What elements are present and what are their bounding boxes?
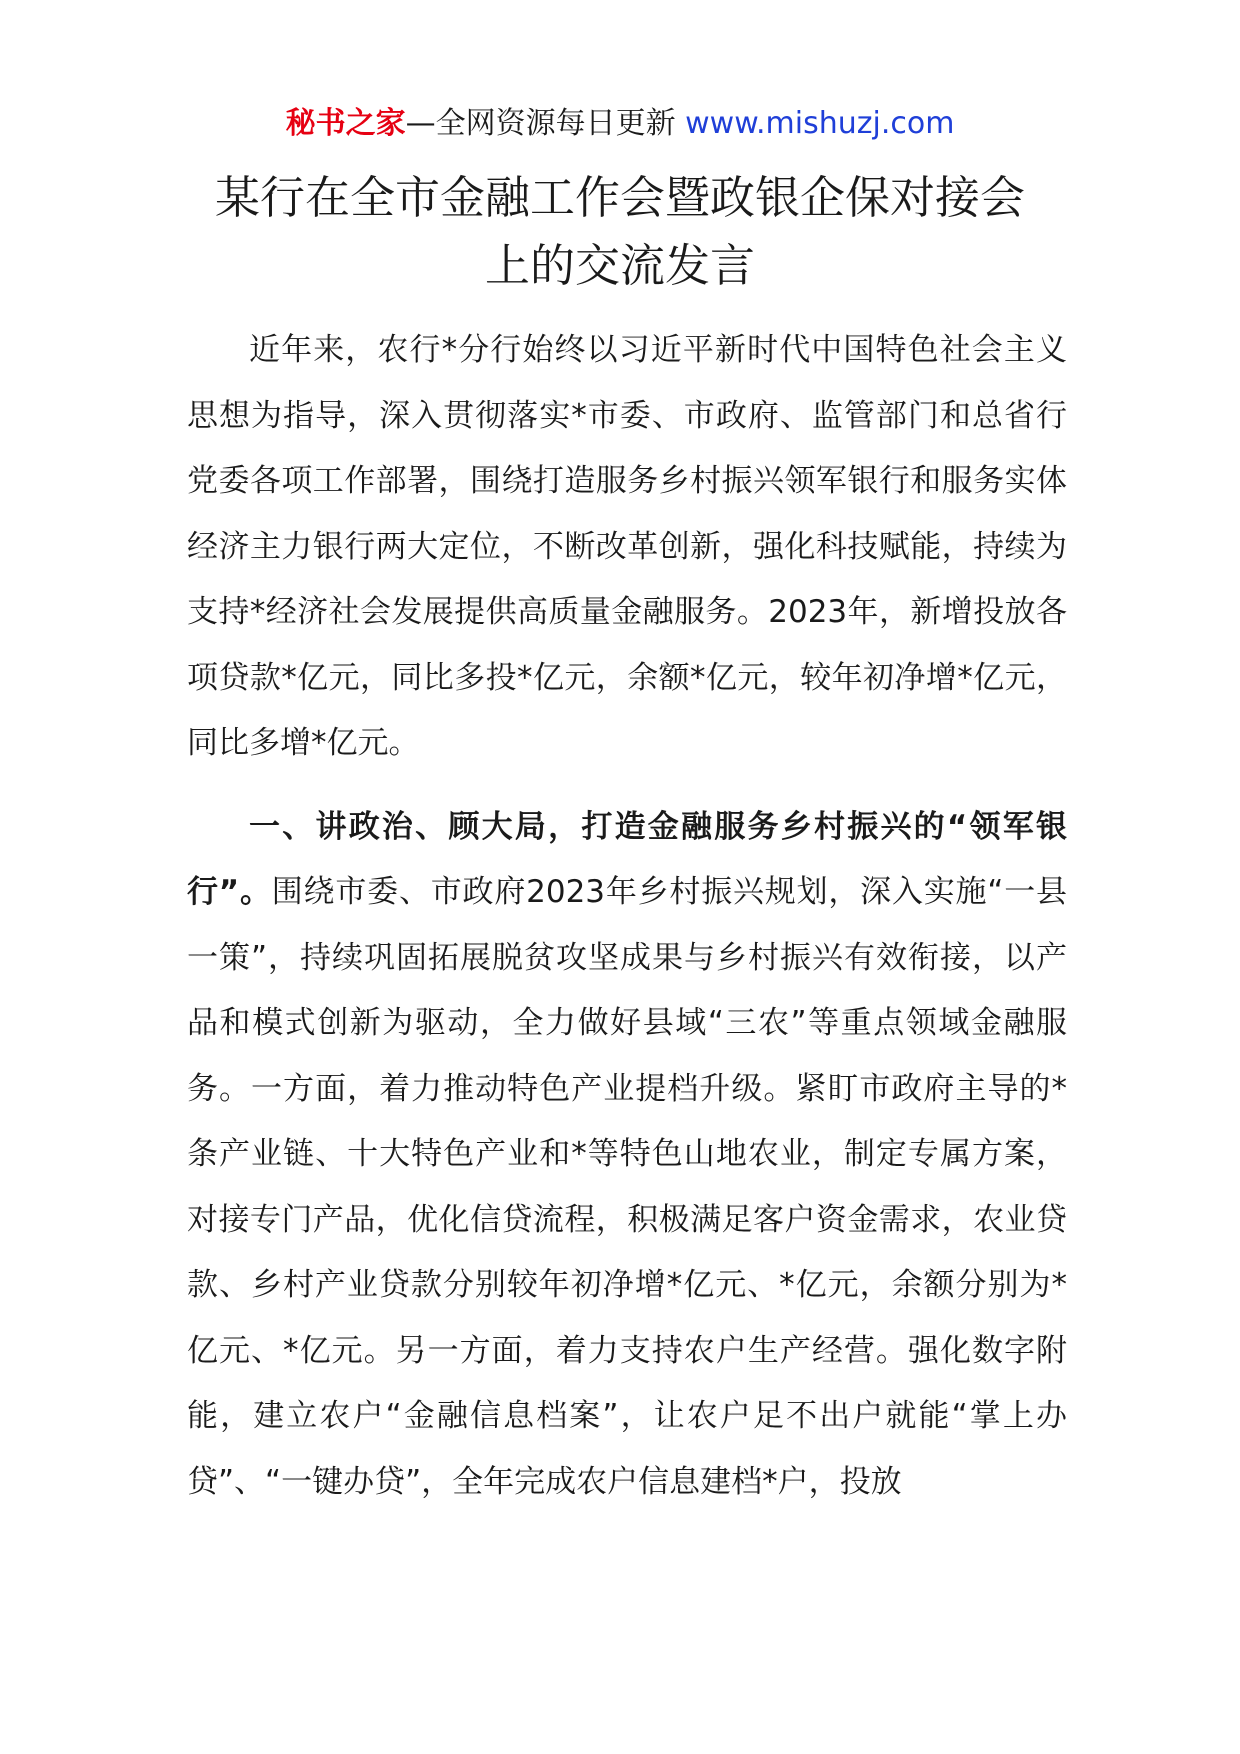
banner-url-link[interactable]: www.mishuzj.com (685, 106, 955, 141)
document-title-line-2: 上的交流发言 (484, 239, 755, 292)
document-body (187, 318, 1067, 1515)
paragraph-intro: 近年来，农行*分行始终以习近平新时代中国特色社会主义思想为指导，深入贯彻落实*市委、市政府、监管部门和总省行党委各项工作部署，围绕打造服务乡村振兴领军银行和服务实体经济主力银行两大定位，不断改革创新，强化科技赋能，持续为支持*经济社会发展提供高质量金融服务。2023年，新增投放各项贷款*亿元，同比多投*亿元，余额*亿元，较年初净增*亿元，同比多增*亿元。 (187, 332, 1067, 761)
site-banner (0, 100, 1240, 148)
banner-slogan: —全网资源每日更新 (405, 106, 676, 141)
document-title (150, 164, 1090, 300)
section-1-heading: 一、讲政治、顾大局，打造金融服务乡村振兴的“领军银行”。 (187, 808, 1067, 910)
banner-brand: 秘书之家 (285, 106, 406, 141)
document-title-line-1: 某行在全市金融工作会暨政银企保对接会 (214, 171, 1025, 224)
section-1-text: 围绕市委、市政府2023年乡村振兴规划，深入实施“一县一策”，持续巩固拓展脱贫攻坚成果与乡村振兴有效衔接，以产品和模式创新为驱动，全力做好县域“三农”等重点领域金融服务。一方面，着力推动特色产业提档升级。紧盯市政府主导的*条产业链、十大特色产业和*等特色山地农业，制定专属方案，对接专门产品，优化信贷流程，积极满足客户资金需求，农业贷款、乡村产业贷款分别较年初净增*亿元、*亿元，余额分别为*亿元、*亿元。另一方面，着力支持农户生产经营。强化数字附能，建立农户“金融信息档案”，让农户足不出户就能“掌上办贷”、“一键办贷”，全年完成农户信息建档*户，投放 (187, 874, 1068, 1500)
paragraph-section-1 (187, 795, 1067, 1516)
